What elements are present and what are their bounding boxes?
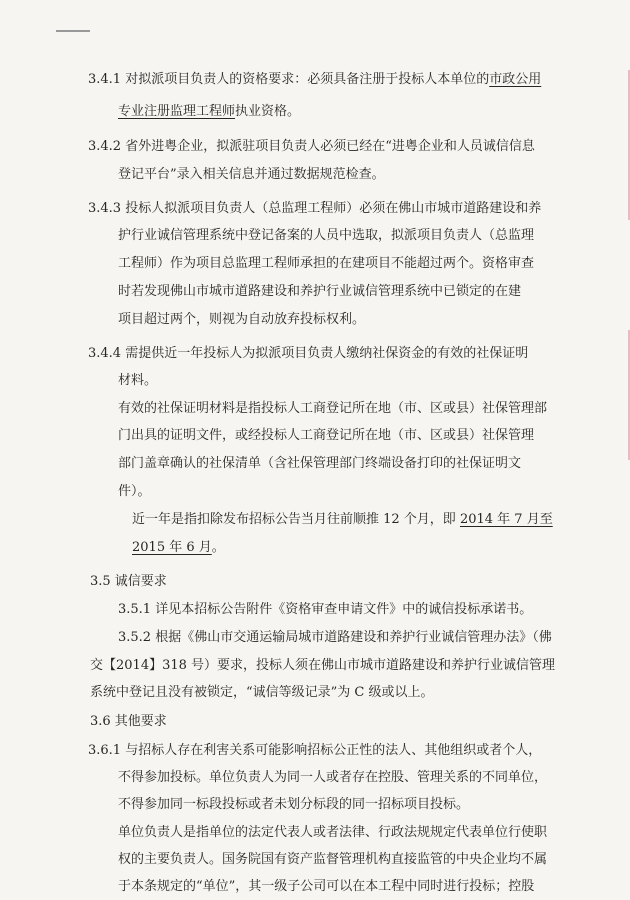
text-line: 系统中登记且没有被锁定，“诚信等级记录”为 C 级或以上。	[90, 685, 434, 700]
text-line: 材料。	[118, 373, 158, 388]
text-line: 交【2014】318 号）要求，投标人须在佛山市城市道路建设和养护行业诚信管理	[90, 658, 556, 673]
text-line: 3.6.1 与招标人存在利害关系可能影响招标公正性的法人、其他组织或者个人，	[88, 743, 542, 758]
text-line: 登记平台”录入相关信息并通过数据规范检查。	[118, 167, 385, 182]
text-line: 不得参加投标。单位负责人为同一人或者存在控股、管理关系的不同单位，	[118, 770, 548, 785]
text-line: 件）。	[118, 484, 151, 499]
text-line: 项目超过两个，则视为自动放弃投标权利。	[118, 312, 366, 327]
text-line: 近一年是指扣除发布招标公告当月往前顺推 12 个月，即 2014 年 7 月至	[132, 512, 553, 527]
text-line: 3.4.4 需提供近一年投标人为拟派项目负责人缴纳社保资金的有效的社保证明	[88, 346, 529, 361]
text-line: 护行业诚信管理系统中登记备案的人员中选取，拟派项目负责人（总监理	[118, 228, 535, 243]
text-line: 专业注册监理工程师执业资格。	[118, 104, 301, 119]
text-line: 单位负责人是指单位的法定代表人或者法律、行政法规规定代表单位行使职	[118, 825, 548, 840]
text-line: 3.5.1 详见本招标公告附件《资格审查申请文件》中的诚信投标承诺书。	[118, 602, 533, 617]
text-line: 时若发现佛山市城市道路建设和养护行业诚信管理系统中已锁定的在建	[118, 284, 522, 299]
section-heading: 3.5 诚信要求	[90, 574, 167, 589]
text-line: 工程师）作为项目总监理工程师承担的在建项目不能超过两个。资格审查	[118, 256, 535, 271]
text-line: 于本条规定的“单位”，其一级子公司可以在本工程中同时进行投标；控股	[118, 879, 535, 894]
text-line: 部门盖章确认的社保清单（含社保管理部门终端设备打印的社保证明文	[118, 456, 522, 471]
text-line: 3.4.3 投标人拟派项目负责人（总监理工程师）必须在佛山市城市道路建设和养	[88, 201, 542, 216]
text-line: 2015 年 6 月。	[132, 540, 225, 555]
scan-mark	[56, 30, 90, 32]
text-line: 有效的社保证明材料是指投标人工商登记所在地（市、区或县）社保管理部	[118, 401, 548, 416]
text-line: 3.5.2 根据《佛山市交通运输局城市道路建设和养护行业诚信管理办法》（佛	[118, 630, 552, 645]
text-line: 门出具的证明文件，或经投标人工商登记所在地（市、区或县）社保管理	[118, 428, 535, 443]
text-line: 权的主要负责人。国务院国有资产监督管理机构直接监管的中央企业均不属	[118, 852, 548, 867]
text-line: 3.4.2 省外进粤企业，拟派驻项目负责人必须已经在“进粤企业和人员诚信信息	[88, 139, 535, 154]
text-line: 不得参加同一标段投标或者未划分标段的同一招标项目投标。	[118, 797, 470, 812]
text-line: 3.4.1 对拟派项目负责人的资格要求：必须具备注册于投标人本单位的市政公用	[88, 72, 542, 87]
section-heading: 3.6 其他要求	[90, 714, 167, 729]
